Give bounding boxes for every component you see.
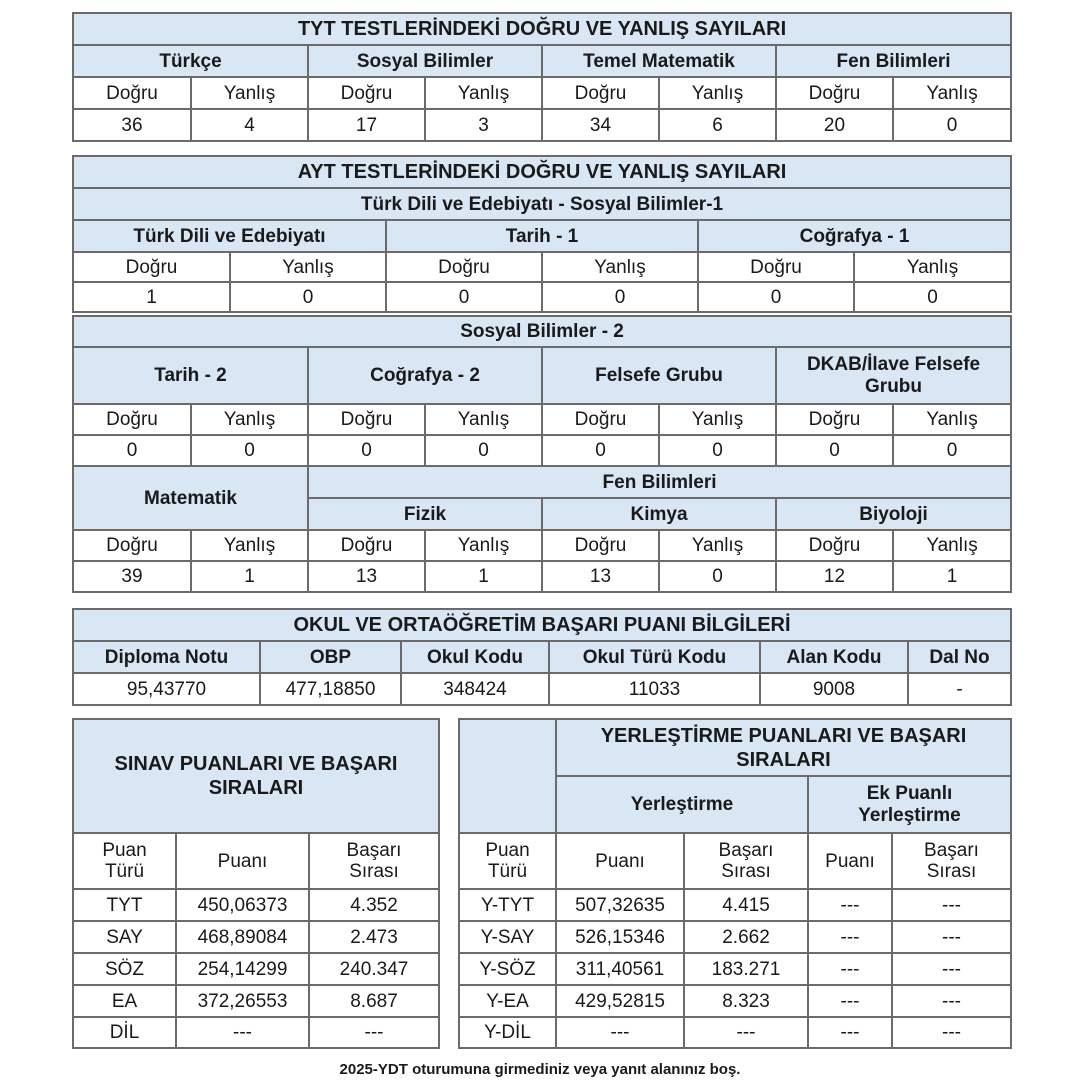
dogru-label: Doğru bbox=[308, 77, 425, 109]
ayt-fen-title: Fen Bilimleri bbox=[308, 466, 1011, 498]
yer-header-basari-sirasi: Başarı Sırası bbox=[684, 833, 808, 889]
ayt-subject-biyoloji: Biyoloji bbox=[776, 498, 1011, 530]
ek-puani: --- bbox=[808, 921, 892, 953]
ayt-table-group2 bbox=[72, 315, 1012, 593]
yer-basari-sirasi: 183.271 bbox=[684, 953, 808, 985]
dogru-label: Doğru bbox=[386, 252, 542, 282]
yanlis-value: 0 bbox=[425, 435, 542, 466]
yanlis-value: 0 bbox=[659, 561, 776, 592]
tyt-title: TYT TESTLERİNDEKİ DOĞRU VE YANLIŞ SAYILARI bbox=[73, 13, 1011, 45]
tyt-subject-turkce: Türkçe bbox=[73, 45, 308, 77]
ek-puanli-group-label: Ek Puanlı Yerleştirme bbox=[808, 776, 1011, 833]
dogru-label: Doğru bbox=[776, 404, 893, 435]
sinav-header-puani: Puanı bbox=[176, 833, 309, 889]
okul-value-alan-kodu: 9008 bbox=[760, 673, 908, 705]
yer-puan-turu: Y-EA bbox=[459, 985, 556, 1017]
sinav-puani: 468,89084 bbox=[176, 921, 309, 953]
dogru-label: Doğru bbox=[308, 530, 425, 561]
sinav-puan-turu: EA bbox=[73, 985, 176, 1017]
dogru-value: 0 bbox=[776, 435, 893, 466]
sinav-basari-sirasi: --- bbox=[309, 1017, 439, 1048]
yanlis-value: 1 bbox=[191, 561, 308, 592]
ayt-title: AYT TESTLERİNDEKİ DOĞRU VE YANLIŞ SAYILARI bbox=[73, 156, 1011, 188]
ayt-group1-title: Türk Dili ve Edebiyatı - Sosyal Bilimler-1 bbox=[73, 188, 1011, 220]
yanlis-label: Yanlış bbox=[893, 77, 1011, 109]
dogru-label: Doğru bbox=[776, 77, 893, 109]
ayt-group2-title: Sosyal Bilimler - 2 bbox=[73, 316, 1011, 347]
yanlis-value: 1 bbox=[425, 561, 542, 592]
yer-puani: 311,40561 bbox=[556, 953, 684, 985]
ek-basari-sirasi: --- bbox=[892, 889, 1011, 921]
yer-puan-turu: Y-SÖZ bbox=[459, 953, 556, 985]
yanlis-label: Yanlış bbox=[425, 77, 542, 109]
yanlis-label: Yanlış bbox=[191, 77, 308, 109]
okul-value-dal-no: - bbox=[908, 673, 1011, 705]
dogru-label: Doğru bbox=[698, 252, 854, 282]
dogru-label: Doğru bbox=[776, 530, 893, 561]
okul-value-okul-turu: 11033 bbox=[549, 673, 760, 705]
sinav-puan-turu: TYT bbox=[73, 889, 176, 921]
yanlis-value: 0 bbox=[854, 282, 1011, 312]
yanlis-label: Yanlış bbox=[230, 252, 386, 282]
ayt-subject-edebiyat: Türk Dili ve Edebiyatı bbox=[73, 220, 386, 252]
yanlis-value: 3 bbox=[425, 109, 542, 141]
ayt-table-group1 bbox=[72, 155, 1012, 313]
yerlestirme-corner bbox=[459, 719, 556, 833]
sinav-puani: 254,14299 bbox=[176, 953, 309, 985]
yanlis-label: Yanlış bbox=[659, 530, 776, 561]
sinav-basari-sirasi: 8.687 bbox=[309, 985, 439, 1017]
yer-puani: --- bbox=[556, 1017, 684, 1048]
ayt-subject-matematik: Matematik bbox=[73, 466, 308, 530]
dogru-value: 12 bbox=[776, 561, 893, 592]
yerlestirme-group-label: Yerleştirme bbox=[556, 776, 808, 833]
dogru-value: 0 bbox=[308, 435, 425, 466]
okul-header-diploma: Diploma Notu bbox=[73, 641, 260, 673]
yer-puani: 526,15346 bbox=[556, 921, 684, 953]
ayt-subject-fizik: Fizik bbox=[308, 498, 542, 530]
yer-header-puan-turu: Puan Türü bbox=[459, 833, 556, 889]
sinav-basari-sirasi: 240.347 bbox=[309, 953, 439, 985]
ek-basari-sirasi: --- bbox=[892, 921, 1011, 953]
ayt-subject-tarih2: Tarih - 2 bbox=[73, 347, 308, 404]
yer-header-puani: Puanı bbox=[556, 833, 684, 889]
ek-puani: --- bbox=[808, 985, 892, 1017]
dogru-value: 0 bbox=[698, 282, 854, 312]
yer-basari-sirasi: 8.323 bbox=[684, 985, 808, 1017]
sinav-table bbox=[72, 718, 440, 1049]
yanlis-label: Yanlış bbox=[893, 404, 1011, 435]
sinav-basari-sirasi: 2.473 bbox=[309, 921, 439, 953]
ayt-subject-cografya2: Coğrafya - 2 bbox=[308, 347, 542, 404]
dogru-value: 39 bbox=[73, 561, 191, 592]
ek-puani: --- bbox=[808, 889, 892, 921]
sinav-header-basari-sirasi: Başarı Sırası bbox=[309, 833, 439, 889]
dogru-value: 34 bbox=[542, 109, 659, 141]
yanlis-label: Yanlış bbox=[425, 530, 542, 561]
dogru-label: Doğru bbox=[308, 404, 425, 435]
yanlis-label: Yanlış bbox=[191, 530, 308, 561]
okul-header-obp: OBP bbox=[260, 641, 401, 673]
yer-puani: 429,52815 bbox=[556, 985, 684, 1017]
dogru-value: 0 bbox=[542, 435, 659, 466]
ek-header-basari-sirasi: Başarı Sırası bbox=[892, 833, 1011, 889]
dogru-value: 0 bbox=[386, 282, 542, 312]
tyt-table bbox=[72, 12, 1012, 142]
yanlis-label: Yanlış bbox=[893, 530, 1011, 561]
ydt-footnote: 2025-YDT oturumuna girmediniz veya yanıt alanınız boş. bbox=[339, 1061, 741, 1078]
yanlis-label: Yanlış bbox=[542, 252, 698, 282]
yanlis-value: 0 bbox=[542, 282, 698, 312]
yanlis-label: Yanlış bbox=[659, 404, 776, 435]
okul-title: OKUL VE ORTAÖĞRETİM BAŞARI PUANI BİLGİLERİ bbox=[73, 609, 1011, 641]
yanlis-value: 0 bbox=[659, 435, 776, 466]
dogru-value: 17 bbox=[308, 109, 425, 141]
yanlis-label: Yanlış bbox=[854, 252, 1011, 282]
dogru-value: 36 bbox=[73, 109, 191, 141]
sinav-puan-turu: SÖZ bbox=[73, 953, 176, 985]
dogru-value: 20 bbox=[776, 109, 893, 141]
sinav-puani: 372,26553 bbox=[176, 985, 309, 1017]
okul-value-diploma: 95,43770 bbox=[73, 673, 260, 705]
tyt-subject-matematik: Temel Matematik bbox=[542, 45, 776, 77]
yerlestirme-title: YERLEŞTİRME PUANLARI VE BAŞARI SIRALARI bbox=[556, 719, 1011, 776]
dogru-value: 1 bbox=[73, 282, 230, 312]
yanlis-value: 0 bbox=[893, 109, 1011, 141]
ayt-subject-tarih1: Tarih - 1 bbox=[386, 220, 698, 252]
okul-header-alan-kodu: Alan Kodu bbox=[760, 641, 908, 673]
okul-value-obp: 477,18850 bbox=[260, 673, 401, 705]
dogru-label: Doğru bbox=[73, 404, 191, 435]
ayt-subject-felsefe: Felsefe Grubu bbox=[542, 347, 776, 404]
yer-puani: 507,32635 bbox=[556, 889, 684, 921]
yanlis-value: 0 bbox=[893, 435, 1011, 466]
yer-puan-turu: Y-DİL bbox=[459, 1017, 556, 1048]
sinav-puani: 450,06373 bbox=[176, 889, 309, 921]
yanlis-value: 0 bbox=[230, 282, 386, 312]
yer-puan-turu: Y-TYT bbox=[459, 889, 556, 921]
yanlis-label: Yanlış bbox=[191, 404, 308, 435]
ek-puani: --- bbox=[808, 1017, 892, 1048]
ayt-subject-cografya1: Coğrafya - 1 bbox=[698, 220, 1011, 252]
yanlis-value: 6 bbox=[659, 109, 776, 141]
ek-header-puani: Puanı bbox=[808, 833, 892, 889]
yer-basari-sirasi: 2.662 bbox=[684, 921, 808, 953]
sinav-puan-turu: SAY bbox=[73, 921, 176, 953]
dogru-value: 0 bbox=[73, 435, 191, 466]
yer-basari-sirasi: --- bbox=[684, 1017, 808, 1048]
yer-basari-sirasi: 4.415 bbox=[684, 889, 808, 921]
sinav-header-puan-turu: Puan Türü bbox=[73, 833, 176, 889]
ek-basari-sirasi: --- bbox=[892, 985, 1011, 1017]
sinav-puan-turu: DİL bbox=[73, 1017, 176, 1048]
yerlestirme-table bbox=[458, 718, 1012, 1049]
yer-puan-turu: Y-SAY bbox=[459, 921, 556, 953]
dogru-label: Doğru bbox=[73, 77, 191, 109]
sinav-puani: --- bbox=[176, 1017, 309, 1048]
yanlis-value: 4 bbox=[191, 109, 308, 141]
tyt-subject-fen: Fen Bilimleri bbox=[776, 45, 1011, 77]
yanlis-label: Yanlış bbox=[425, 404, 542, 435]
okul-header-okul-kodu: Okul Kodu bbox=[401, 641, 549, 673]
okul-value-okul-kodu: 348424 bbox=[401, 673, 549, 705]
okul-table bbox=[72, 608, 1012, 706]
dogru-label: Doğru bbox=[73, 530, 191, 561]
ek-basari-sirasi: --- bbox=[892, 953, 1011, 985]
okul-header-okul-turu: Okul Türü Kodu bbox=[549, 641, 760, 673]
ayt-subject-kimya: Kimya bbox=[542, 498, 776, 530]
yanlis-label: Yanlış bbox=[659, 77, 776, 109]
ek-puani: --- bbox=[808, 953, 892, 985]
sinav-title: SINAV PUANLARI VE BAŞARI SIRALARI bbox=[73, 719, 439, 833]
tyt-subject-sosyal: Sosyal Bilimler bbox=[308, 45, 542, 77]
dogru-label: Doğru bbox=[542, 77, 659, 109]
dogru-label: Doğru bbox=[73, 252, 230, 282]
ayt-subject-dkab: DKAB/İlave Felsefe Grubu bbox=[776, 347, 1011, 404]
dogru-label: Doğru bbox=[542, 530, 659, 561]
dogru-label: Doğru bbox=[542, 404, 659, 435]
ek-basari-sirasi: --- bbox=[892, 1017, 1011, 1048]
yanlis-value: 0 bbox=[191, 435, 308, 466]
okul-header-dal-no: Dal No bbox=[908, 641, 1011, 673]
yanlis-value: 1 bbox=[893, 561, 1011, 592]
dogru-value: 13 bbox=[542, 561, 659, 592]
dogru-value: 13 bbox=[308, 561, 425, 592]
sinav-basari-sirasi: 4.352 bbox=[309, 889, 439, 921]
